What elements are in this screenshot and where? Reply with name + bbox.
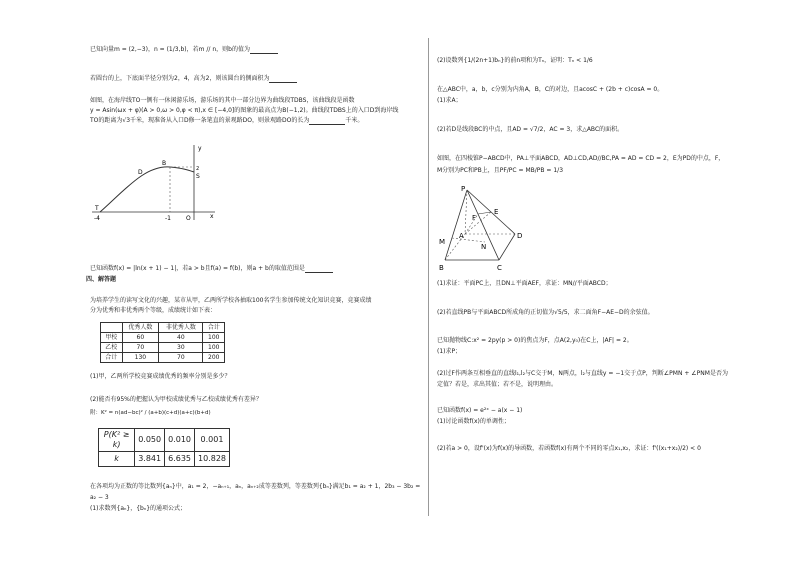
table-cell: 甲校 (101, 333, 123, 343)
question-survey-part2: (2)能否有95%的把握认为甲校成绩优秀与乙校成绩优秀有差异？ (90, 396, 262, 403)
point-b-label: B (162, 160, 167, 167)
table-cell: 130 (122, 353, 159, 363)
x-axis-label: x (210, 213, 214, 220)
vertex-b-label: B (439, 264, 444, 272)
vertex-d-label: D (517, 232, 523, 240)
answer-blank (309, 118, 345, 125)
question-survey-line2: 分为优秀和非优秀两个等级，成绩统计如下表： (90, 307, 217, 314)
table-row (101, 343, 225, 353)
table-cell: 6.635 (165, 452, 195, 467)
point-d-label: D (138, 169, 143, 176)
question-survey-part1: (1)甲，乙两所学校竞赛成绩优秀的频率分别是多少？ (90, 373, 231, 380)
point-f-label: F (472, 214, 477, 222)
question-survey-line1: 为培养学生的读写文化的兴趣，某市从甲，乙两所学校各抽取100名学生参加传统文化知识竞赛，竞赛成绩 (90, 297, 372, 304)
pyramid-figure (437, 182, 532, 274)
question-sequence-part2: (2)设数列{1/(2n+1)bₙ}的前n项和为Tₙ，证明：Tₙ < 1/6 (437, 57, 593, 64)
table-cell: k (99, 452, 135, 467)
question-sequence-line1: 在各项均为正数的等比数列{aₙ}中，a₁ = 2，−aₙ₊₁，aₙ，aₙ₊₂成等差数列，等差数列{bₙ}满足b₁ = a₂ + 1，2b₃ − 3b₂ = (90, 483, 421, 490)
table-cell: 30 (159, 343, 203, 353)
section-heading: 四、解答题 (86, 276, 117, 283)
origin-label: O (186, 215, 191, 222)
question-parabola-part2b: 定值？若是，求出其值；若不是，说明理由。 (437, 381, 558, 388)
point-t-label: T (95, 205, 99, 212)
contingency-table (100, 322, 225, 363)
question-log-function: 已知函数f(x) = |ln(x + 1) − 1|，若a > b且f(a) = f(b)，则a + b的取值范围是 (90, 265, 333, 273)
table-cell: 70 (159, 353, 203, 363)
question-triangle-part2: (2)若D是线段BC的中点，且AD = √7/2，AC = 3，求△ABC的面积。 (437, 126, 624, 133)
point-s-label: S (196, 173, 200, 180)
question-pyramid-part2: (2)若直线PB与平面ABCD所成角的正切值为√5/5，求二面角F−AE−D的余弦值。 (437, 309, 654, 316)
question-coastline-line2: y = Asin(ωx + φ)(A > 0,ω > 0,φ < π),x ∈ [−4,0]的图象的最高点为B(−1,2)。曲线段TDBS上的入口D到海岸线 (90, 107, 399, 114)
table-cell: 40 (159, 333, 203, 343)
tick-neg1-label: -1 (165, 215, 171, 222)
table-cell: 优秀人数 (122, 323, 159, 333)
question-exp-part2: (2)若a > 0，设f'(x)为f(x)的导函数，若函数f(x)有两个不同的零点x₁,x₂，求证：f'((x₁+x₂)/2) < 0 (437, 445, 701, 452)
question-vector: 已知向量m = (2,−3)，n = (1/3,b)，若m // n，则b的值为 (90, 46, 278, 54)
question-parabola-part2: (2)过F作两条互相垂直的直线l₁,l₂与C交于M，N两点，l₂与直线y = −1交于点P，判断∠PMN + ∠PNM是否为 (437, 370, 728, 377)
table-cell: 60 (122, 333, 159, 343)
question-pyramid-line2: M分别为PC和PB上，且PF/PC = MB/PB = 1/3 (437, 167, 564, 174)
column-divider (428, 38, 429, 516)
question-pyramid-line1: 如图，在四棱锥P−ABCD中，PA⊥平面ABCD，AD⊥CD,AD//BC,PA = AD = CD = 2，E为PD的中点，F， (437, 155, 725, 162)
question-coastline-line1: 如图，在海岸线TO一侧有一休闲游乐场，游乐场的其中一部分边界为曲线段TDBS，该曲线段是函数 (90, 97, 355, 104)
answer-blank (250, 47, 278, 54)
answer-blank (269, 76, 297, 83)
table-cell: 合计 (203, 323, 225, 333)
table-cell: 3.841 (135, 452, 165, 467)
table-cell: 0.050 (135, 429, 165, 452)
table-cell: 0.001 (195, 429, 230, 452)
table-cell: 非优秀人数 (159, 323, 203, 333)
chi-square-formula: 附：K² = n(ad−bc)² / (a+b)(c+d)(a+c)(b+d) (90, 410, 211, 416)
question-pyramid-part1: (1)求证：平面PC上，且DN⊥平面AEF，求证：MN//平面ABCD； (437, 280, 612, 287)
table-cell: 10.828 (195, 452, 230, 467)
table-cell: 100 (203, 333, 225, 343)
question-sequence-part1: (1)求数列{aₙ}，{bₙ}的通项公式； (90, 505, 187, 512)
sine-curve-figure (90, 140, 220, 225)
table-cell: 0.010 (165, 429, 195, 452)
table-row (101, 353, 225, 363)
table-row (101, 333, 225, 343)
question-parabola-line1: 已知抛物线C:x² = 2py(p > 0)的焦点为F，点A(2,y₀)在C上，|AF| = 2。 (437, 337, 633, 344)
vertex-c-label: C (497, 264, 502, 272)
table-cell: 200 (203, 353, 225, 363)
table-cell: 合计 (101, 353, 123, 363)
table-cell: 100 (203, 343, 225, 353)
question-triangle-line1: 在△ABC中，a，b，c分别为内角A，B，C的对边，且acosC + (2b + c)cosA = 0。 (437, 86, 664, 93)
table-row (99, 452, 230, 467)
question-sequence-line2: a₂ − 3 (90, 494, 109, 501)
vertex-a-label: A (459, 232, 464, 240)
table-row (99, 429, 230, 452)
vertex-p-label: P (461, 185, 466, 193)
tick-2-label: 2 (196, 166, 200, 172)
table-cell: 70 (122, 343, 159, 353)
critical-value-table (98, 428, 230, 467)
curve-tdbs (100, 167, 194, 212)
question-exp-part1: (1)讨论函数f(x)的单调性； (437, 418, 510, 425)
question-exp-function: 已知函数f(x) = e²ˣ − a(x − 1) (437, 407, 523, 414)
question-frustum: 若圆台的上，下底面半径分别为2，4，高为2，则该圆台的侧面积为 (90, 75, 297, 83)
table-cell (101, 323, 123, 333)
table-cell: P(K² ≥ k) (99, 429, 135, 452)
question-triangle-part1: (1)求A； (437, 97, 462, 104)
point-m-label: M (439, 238, 446, 246)
point-e-label: E (494, 208, 499, 216)
point-n-label: N (481, 243, 487, 251)
y-axis-label: y (198, 145, 202, 152)
answer-blank (305, 266, 333, 273)
question-coastline-line3: TO的距离为√3千米，现准备从入口D修一条笔直的景观路DO，则景观路DO的长为 千米。 (90, 117, 364, 124)
table-header-row (101, 323, 225, 333)
question-parabola-part1: (1)求P； (437, 348, 462, 355)
table-cell: 乙校 (101, 343, 123, 353)
tick-neg4-label: -4 (94, 215, 100, 222)
